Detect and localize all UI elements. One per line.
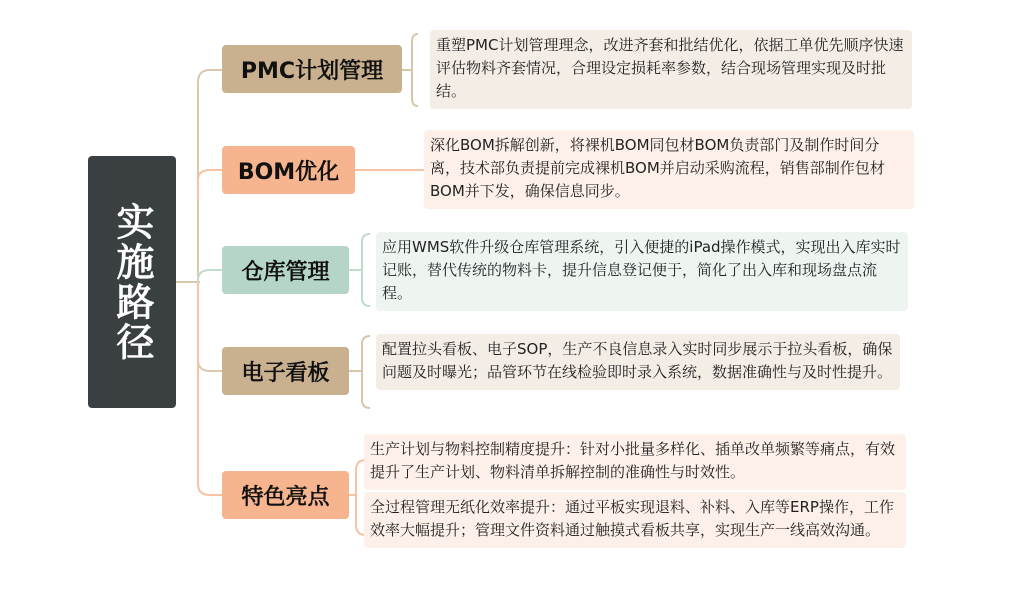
branch-kanban[interactable]: [222, 347, 349, 395]
leaf-highlight-2: [364, 492, 906, 548]
branch-warehouse-label: 仓库管理: [241, 259, 330, 285]
warehouse-bracket: [349, 234, 370, 306]
trunk-to-warehouse: [198, 270, 222, 282]
leaf-warehouse: [376, 232, 908, 311]
branch-pmc-label: PMC计划管理: [240, 58, 384, 84]
trunk-to-highlight: [198, 282, 222, 495]
leaf-kanban: [376, 334, 900, 390]
leaf-highlight-1: [364, 434, 906, 490]
leaf-highlight-1-text: 生产计划与物料控制精度提升：针对小批量多样化、插单改单频繁等痛点，有效提升了生产计划、物料清单拆解控制的准确性与时效性。: [370, 440, 896, 481]
trunk-to-kanban: [198, 282, 222, 371]
root-label: 实施路径: [110, 202, 154, 362]
trunk-to-pmc: [198, 70, 222, 282]
branch-highlight[interactable]: [222, 471, 349, 519]
trunk-to-bom: [198, 170, 222, 200]
leaf-bom: [424, 130, 914, 209]
leaf-warehouse-text: 应用WMS软件升级仓库管理系统，引入便捷的iPad操作模式，实现出入库实时记账，替代传统的物料卡，提升信息登记便于，简化了出入库和现场盘点流程。: [382, 238, 901, 302]
leaf-pmc: [430, 30, 912, 109]
pmc-bracket: [402, 34, 418, 106]
leaf-highlight-2-text: 全过程管理无纸化效率提升：通过平板实现退料、补料、入库等ERP操作，工作效率大幅提升；管理文件资料通过触摸式看板共享，实现生产一线高效沟通。: [370, 498, 894, 539]
root-node: [88, 156, 176, 408]
branch-kanban-label: 电子看板: [241, 360, 330, 386]
branch-highlight-label: 特色亮点: [241, 484, 330, 510]
branch-bom-label: BOM优化: [237, 159, 340, 185]
branch-pmc[interactable]: [222, 45, 402, 93]
leaf-pmc-text: 重塑PMC计划管理理念，改进齐套和批结优化，依据工单优先顺序快速评估物料齐套情况，合理设定损耗率参数，结合现场管理实现及时批结。: [436, 36, 904, 100]
branch-warehouse[interactable]: [222, 246, 349, 294]
branch-bom[interactable]: [222, 146, 355, 194]
leaf-kanban-text: 配置拉头看板、电子SOP，生产不良信息录入实时同步展示于拉头看板，确保问题及时曝光；品管环节在线检验即时录入系统，数据准确性与及时性提升。: [382, 340, 893, 381]
leaf-bom-text: 深化BOM拆解创新，将裸机BOM同包材BOM负责部门及制作时间分离，技术部负责提前完成裸机BOM并启动采购流程，销售部制作包材BOM并下发，确保信息同步。: [430, 136, 885, 200]
kanban-bracket: [349, 336, 370, 408]
